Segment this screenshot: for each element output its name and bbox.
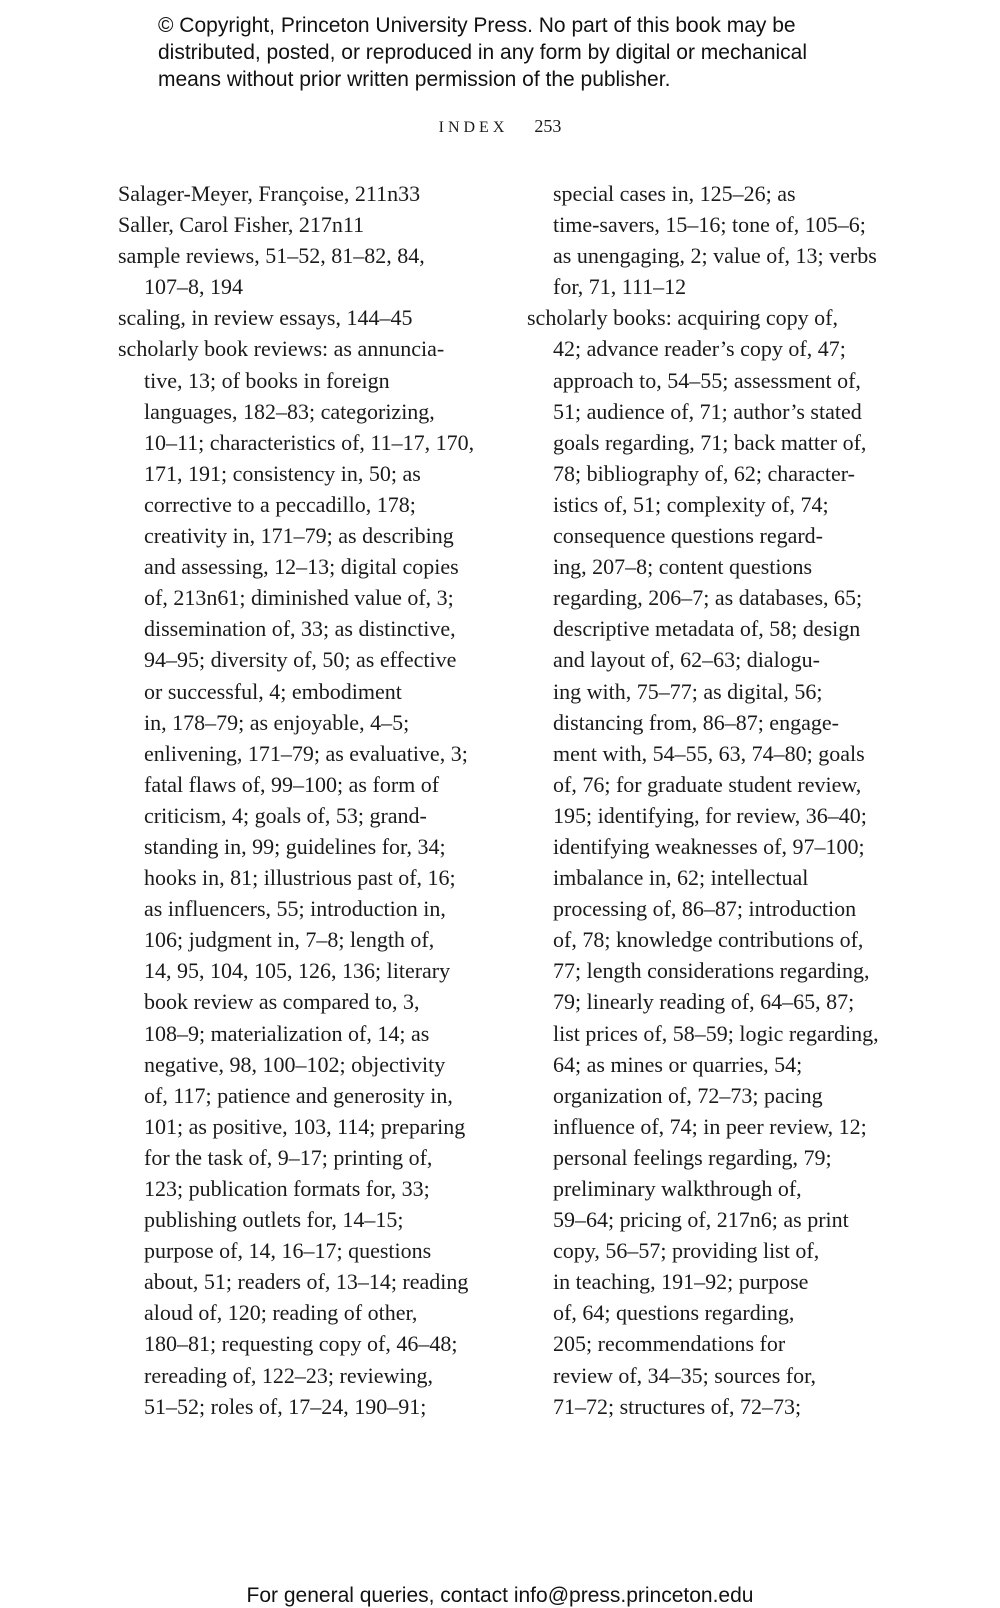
index-entry-line: purpose of, 14, 16–17; questions — [144, 1238, 432, 1264]
index-entry-line: languages, 182–83; categorizing, — [144, 398, 435, 424]
index-entry-line: and assessing, 12–13; digital copies — [144, 554, 459, 580]
index-entry-line: book review as compared to, 3, — [144, 989, 420, 1015]
index-entry-line: for, 71, 111–12 — [553, 274, 687, 300]
index-entry-line: tive, 13; of books in foreign — [144, 367, 390, 393]
index-entry-line: imbalance in, 62; intellectual — [553, 865, 809, 891]
index-entry-line: 51; audience of, 71; author’s stated — [553, 398, 862, 424]
index-entry-line: 205; recommendations for — [553, 1331, 786, 1357]
index-entry-line: preliminary walkthrough of, — [553, 1176, 802, 1201]
index-column-left — [118, 178, 474, 1422]
index-entry-line: 107–8, 194 — [144, 274, 243, 300]
index-entry-line: dissemination of, 33; as distinctive, — [144, 616, 456, 642]
index-entry-line: 71–72; structures of, 72–73; — [553, 1393, 802, 1419]
index-entry-line: or successful, 4; embodiment — [144, 678, 402, 704]
index-entry-line: approach to, 54–55; assessment of, — [553, 367, 861, 393]
index-entry-line: ment with, 54–55, 63, 74–80; goals — [553, 740, 865, 766]
index-entry-line: consequence questions regard- — [553, 523, 824, 549]
index-entry-line: hooks in, 81; illustrious past of, 16; — [144, 865, 456, 891]
index-entry-line: corrective to a peccadillo, 178; — [144, 491, 416, 517]
index-entry-line: of, 76; for graduate student review, — [553, 771, 862, 797]
index-entry-line: influence of, 74; in peer review, 12; — [553, 1113, 867, 1139]
running-head — [0, 116, 1000, 137]
index-entry-line: publishing outlets for, 14–15; — [144, 1207, 404, 1233]
index-entry-line: of, 213n61; diminished value of, 3; — [144, 585, 454, 611]
index-entry-line: 106; judgment in, 7–8; length of, — [144, 927, 435, 953]
index-entry-line: ing with, 75–77; as digital, 56; — [553, 678, 823, 704]
index-entry-line: Salager-Meyer, Françoise, 211n33 — [118, 181, 421, 206]
copyright-line: distributed, posted, or reproduced in any form by digital or mechanical — [158, 41, 808, 64]
index-entry-line: 180–81; requesting copy of, 46–48; — [144, 1331, 458, 1357]
index-entry-line: 77; length considerations regarding, — [553, 958, 870, 984]
index-entry-line: copy, 56–57; providing list of, — [553, 1238, 820, 1264]
index-entry-line: list prices of, 58–59; logic regarding, — [553, 1020, 879, 1046]
index-entry-line: Saller, Carol Fisher, 217n11 — [118, 212, 365, 238]
index-entry-line: special cases in, 125–26; as — [553, 181, 796, 206]
index-entry-line: 42; advance reader’s copy of, 47; — [553, 336, 846, 362]
index-entry-line: distancing from, 86–87; engage- — [553, 709, 839, 735]
index-entry-line: as influencers, 55; introduction in, — [144, 896, 446, 922]
copyright-line: means without prior written permission of the publisher. — [158, 68, 671, 91]
index-entry-line: in, 178–79; as enjoyable, 4–5; — [144, 709, 410, 735]
index-entry-line: of, 78; knowledge contributions of, — [553, 927, 864, 953]
index-entry-line: processing of, 86–87; introduction — [553, 896, 857, 922]
index-entry-line: review of, 34–35; sources for, — [553, 1362, 817, 1388]
footer-contact: For general queries, contact info@press.princeton.edu — [246, 1584, 754, 1607]
index-entry-line: 108–9; materialization of, 14; as — [144, 1020, 430, 1046]
index-entry-line: in teaching, 191–92; purpose — [553, 1269, 809, 1295]
index-entry-line: scholarly books: acquiring copy of, — [527, 305, 838, 331]
index-entry-line: as unengaging, 2; value of, 13; verbs — [553, 243, 877, 269]
index-entry-line: 78; bibliography of, 62; character- — [553, 460, 855, 486]
index-entry-line: rereading of, 122–23; reviewing, — [144, 1362, 433, 1388]
index-entry-line: organization of, 72–73; pacing — [553, 1082, 823, 1108]
index-entry-line: ing, 207–8; content questions — [553, 554, 813, 580]
index-entry-line: goals regarding, 71; back matter of, — [553, 429, 867, 455]
index-entry-line: descriptive metadata of, 58; design — [553, 616, 861, 642]
index-entry-line: scaling, in review essays, 144–45 — [118, 305, 413, 331]
index-entry-line: 10–11; characteristics of, 11–17, 170, — [144, 429, 475, 455]
index-entry-line: of, 64; questions regarding, — [553, 1300, 795, 1326]
index-entry-line: fatal flaws of, 99–100; as form of — [144, 771, 440, 797]
index-entry-line: sample reviews, 51–52, 81–82, 84, — [118, 243, 425, 269]
index-entry-line: 51–52; roles of, 17–24, 190–91; — [144, 1393, 427, 1419]
index-entry-line: personal feelings regarding, 79; — [553, 1144, 832, 1170]
index-entry-line: enlivening, 171–79; as evaluative, 3; — [144, 740, 468, 766]
index-entry-line: and layout of, 62–63; dialogu- — [553, 647, 821, 673]
index-entry-line: about, 51; readers of, 13–14; reading — [144, 1269, 469, 1295]
index-entry-line: 101; as positive, 103, 114; preparing — [144, 1113, 466, 1139]
copyright-notice — [158, 12, 918, 93]
index-entry-line: istics of, 51; complexity of, 74; — [553, 491, 829, 517]
index-entry-line: 94–95; diversity of, 50; as effective — [144, 647, 457, 673]
index-entry-line: identifying weaknesses of, 97–100; — [553, 833, 865, 859]
index-entry-line: time-savers, 15–16; tone of, 105–6; — [553, 212, 866, 238]
index-entry-line: for the task of, 9–17; printing of, — [144, 1144, 433, 1170]
page-number: 253 — [534, 116, 562, 136]
index-entry-line: 123; publication formats for, 33; — [144, 1176, 430, 1201]
index-entry-line: 79; linearly reading of, 64–65, 87; — [553, 989, 855, 1015]
index-entry-line: scholarly book reviews: as annuncia- — [118, 336, 445, 362]
index-entry-line: 195; identifying, for review, 36–40; — [553, 802, 867, 828]
index-entry-line: 171, 191; consistency in, 50; as — [144, 460, 421, 486]
index-entry-line: aloud of, 120; reading of other, — [144, 1300, 418, 1326]
index-entry-line: standing in, 99; guidelines for, 34; — [144, 833, 446, 859]
index-entry-line: of, 117; patience and generosity in, — [144, 1082, 453, 1108]
index-column-right — [527, 178, 879, 1422]
index-entry-line: 14, 95, 104, 105, 126, 136; literary — [144, 958, 451, 984]
index-entry-line: 59–64; pricing of, 217n6; as print — [553, 1207, 849, 1233]
copyright-line: © Copyright, Princeton University Press. No part of this book may be — [158, 14, 796, 37]
running-head-label: INDEX — [438, 119, 509, 136]
index-entry-line: creativity in, 171–79; as describing — [144, 523, 454, 549]
index-entry-line: regarding, 206–7; as databases, 65; — [553, 585, 863, 611]
index-entry-line: criticism, 4; goals of, 53; grand- — [144, 802, 427, 828]
index-entry-line: 64; as mines or quarries, 54; — [553, 1051, 803, 1077]
index-entry-line: negative, 98, 100–102; objectivity — [144, 1051, 446, 1077]
